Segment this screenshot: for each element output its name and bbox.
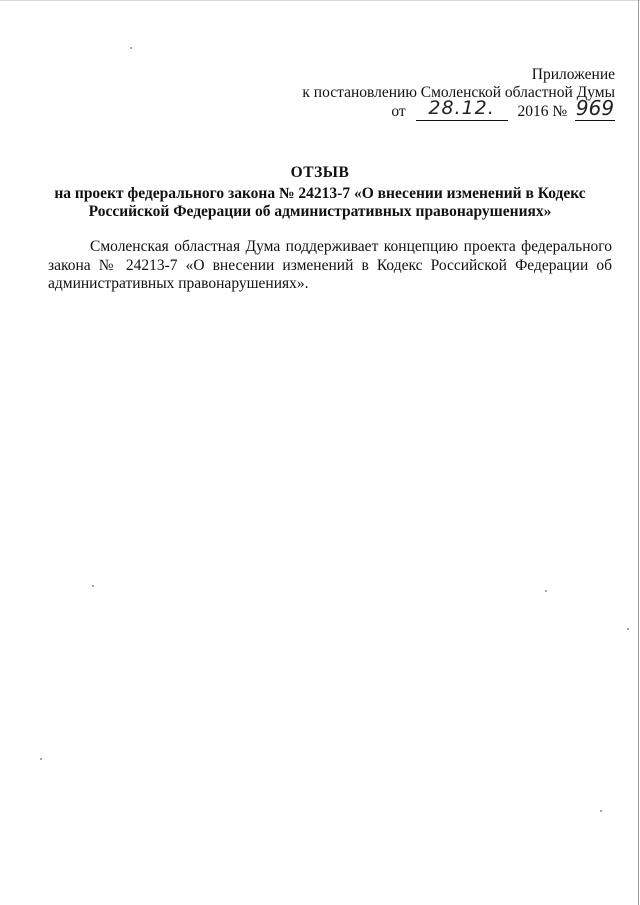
document-title-block (0, 164, 640, 221)
scan-edge-top (0, 0, 640, 1)
scan-speck (130, 47, 132, 49)
scan-edge-right (638, 0, 639, 905)
number-field (575, 96, 615, 121)
scan-speck (40, 758, 42, 760)
year-text: 2016 № (517, 103, 568, 120)
document-subject-line-1: на проект федерального закона № 24213-7 «О внесении изменений в Кодекс (54, 185, 586, 202)
date-field (416, 97, 508, 121)
handwritten-number: 969 (575, 96, 615, 120)
appendix-header (302, 66, 615, 121)
appendix-date-line (302, 96, 615, 121)
document-subject-line-2: Российской Федерации об административных правонарушениях» (88, 203, 552, 220)
document-heading: ОТЗЫВ (290, 164, 350, 181)
handwritten-date: 28.12. (428, 97, 495, 119)
document-body-paragraph: Смоленская областная Дума поддерживает концепцию проекта федерального закона № 24213-7 «О внесении изменений в Кодекс Российской Федерации об административных правонарушениях». (48, 238, 612, 292)
date-prefix: от (391, 103, 406, 120)
appendix-title: Приложение (531, 66, 615, 83)
scan-speck (627, 628, 629, 630)
appendix-subtitle: к постановлению Смоленской областной Думы (302, 84, 615, 101)
scan-speck (600, 810, 602, 812)
scan-speck (545, 590, 547, 592)
scan-speck (92, 585, 94, 587)
